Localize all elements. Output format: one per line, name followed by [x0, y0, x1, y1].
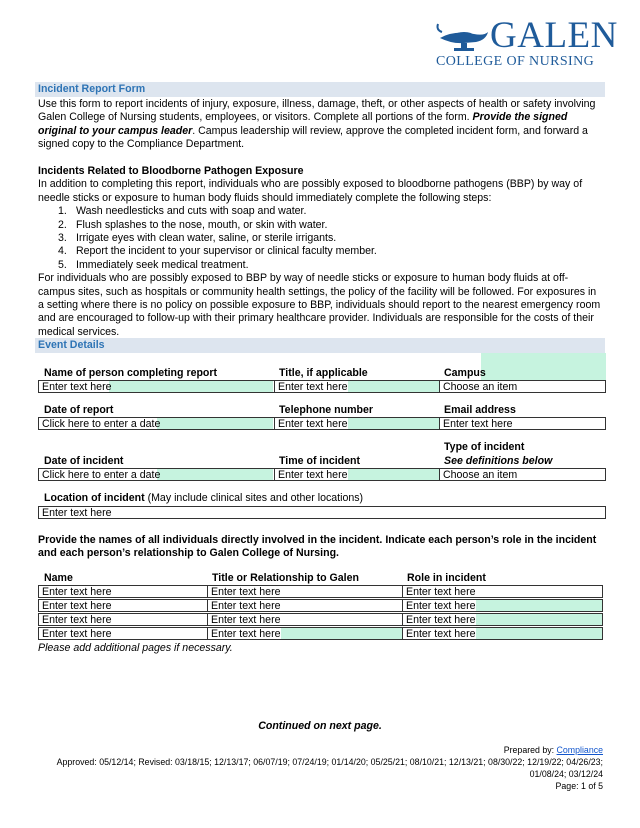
footer — [23, 744, 603, 792]
section-band-incident-report — [35, 82, 605, 97]
logo-name: GALEN — [490, 15, 618, 56]
list-item: 4. Report the incident to your supervisor or clinical faculty member. — [58, 245, 377, 258]
email-field[interactable]: Enter text here — [439, 418, 605, 429]
table-row — [38, 585, 603, 598]
list-item: 5. Immediately seek medical treatment. — [58, 258, 249, 271]
location-label-wrap — [44, 492, 363, 505]
bbp-outro: For individuals who are possibly exposed to BBP by way of needle sticks or exposure to human body fluids at off-campus sites, such as hospitals or community health settings, the policy of the facility will be followed. For exposures in a setting where there is no policy on possible exposure to BBP, individuals should report to the nearest emergency room and are encouraged to follow-up with their primary healthcare provider. Individuals are responsible for the costs of their medical services. — [38, 272, 601, 338]
intro-paragraph — [38, 98, 604, 152]
date-report-field[interactable]: Click here to enter a date — [39, 418, 274, 429]
bbp-section — [38, 165, 604, 339]
reporter-field[interactable]: Enter text here — [39, 381, 274, 392]
bbp-heading: Incidents Related to Bloodborne Pathogen Exposure — [38, 165, 304, 177]
list-item: 2. Flush splashes to the nose, mouth, or skin with water. — [58, 218, 328, 231]
section-title-event-details: Event Details — [38, 339, 105, 351]
campus-select[interactable]: Choose an item — [439, 381, 605, 392]
continued-note: Continued on next page. — [258, 720, 382, 732]
additional-pages-note: Please add additional pages if necessary. — [38, 642, 233, 654]
list-item: 1. Wash needlesticks and cuts with soap and water. — [58, 205, 307, 218]
date-report-label: Date of report — [44, 404, 114, 416]
location-row — [38, 506, 606, 519]
time-incident-field[interactable]: Enter text here — [274, 469, 439, 480]
event-row-2 — [38, 417, 606, 430]
title-field[interactable]: Enter text here — [274, 381, 439, 392]
person-title-field[interactable]: Enter text here — [207, 586, 402, 597]
location-note: (May include clinical sites and other locations) — [144, 492, 364, 504]
person-title-field[interactable]: Enter text here — [207, 628, 402, 639]
person-role-field[interactable]: Enter text here — [402, 614, 602, 625]
phone-label: Telephone number — [279, 404, 373, 416]
type-incident-label: Type of incident — [444, 441, 525, 453]
section-title-incident-report: Incident Report Form — [38, 83, 146, 95]
reporter-label: Name of person completing report — [44, 367, 218, 379]
col-header-name: Name — [44, 572, 73, 584]
lamp-icon — [434, 16, 490, 56]
time-incident-label: Time of incident — [279, 455, 361, 467]
person-name-field[interactable]: Enter text here — [42, 586, 112, 597]
list-item: 3. Irrigate eyes with clean water, saline, or sterile irrigants. — [58, 232, 337, 245]
person-title-field[interactable]: Enter text here — [207, 614, 402, 625]
approved-dates: Approved: 05/12/14; Revised: 03/18/15; 12/13/17; 06/07/19; 07/24/19; 01/14/20; 05/25/21; 08/10/21; 12/13/21; 08/30/22; 12/19/22; 04/26/23; 01/08/24; 03/12/24 — [56, 757, 603, 779]
see-definitions-label: See definitions below — [444, 455, 553, 467]
compliance-link[interactable]: Compliance — [556, 745, 603, 755]
person-role-field[interactable]: Enter text here — [402, 600, 602, 611]
type-incident-select[interactable]: Choose an item — [439, 469, 605, 480]
person-role-field[interactable]: Enter text here — [402, 586, 602, 597]
logo-subtitle: COLLEGE OF NURSING — [436, 54, 595, 69]
phone-field[interactable]: Enter text here — [274, 418, 439, 429]
prepared-by: Prepared by: Compliance — [503, 745, 603, 755]
location-label: Location of incident — [44, 492, 145, 504]
event-row-1 — [38, 380, 606, 393]
galen-logo — [434, 14, 618, 70]
date-incident-field[interactable]: Click here to enter a date — [39, 469, 274, 480]
table-row — [38, 613, 603, 626]
date-incident-label: Date of incident — [44, 455, 124, 467]
page-number: Page: 1 of 5 — [555, 781, 603, 791]
person-name-field[interactable]: Enter text here — [42, 628, 112, 639]
intro-text-1: Use this form to report incidents of injury, exposure, illness, damage, theft, or other aspects of health or safety involving Galen College of Nursing students, employees, or visitors. Complete all portions of the form. — [38, 98, 596, 124]
col-header-title: Title or Relationship to Galen — [212, 572, 359, 584]
campus-label: Campus — [444, 367, 486, 379]
table-row — [38, 627, 603, 640]
person-name-field[interactable]: Enter text here — [42, 600, 112, 611]
bbp-intro: In addition to completing this report, individuals who are possibly exposed to bloodborne pathogens (BBP) by way of needle sticks or exposure to human body fluids should immediately complete the following steps: — [38, 178, 583, 204]
section-band-event-details — [35, 338, 605, 353]
person-role-field[interactable]: Enter text here — [402, 628, 602, 639]
intro-text-2: . Campus leadership will review, approve the completed incident form, and forward a signed copy to the Compliance Department. — [38, 124, 588, 151]
event-row-3 — [38, 468, 606, 481]
bbp-steps — [38, 205, 604, 272]
title-label: Title, if applicable — [279, 367, 368, 379]
individuals-prompt: Provide the names of all individuals directly involved in the incident. Indicate each person’s role in the incident and each person’s relationship to Galen College of Nursing. — [38, 534, 597, 560]
intro-emphasis: Provide the signed original to your campus leader — [38, 111, 568, 137]
email-label: Email address — [444, 404, 516, 416]
person-name-field[interactable]: Enter text here — [42, 614, 112, 625]
campus-highlight — [481, 353, 606, 380]
table-row — [38, 599, 603, 612]
col-header-role: Role in incident — [407, 572, 486, 584]
location-field[interactable]: Enter text here — [42, 507, 112, 518]
person-title-field[interactable]: Enter text here — [207, 600, 402, 611]
